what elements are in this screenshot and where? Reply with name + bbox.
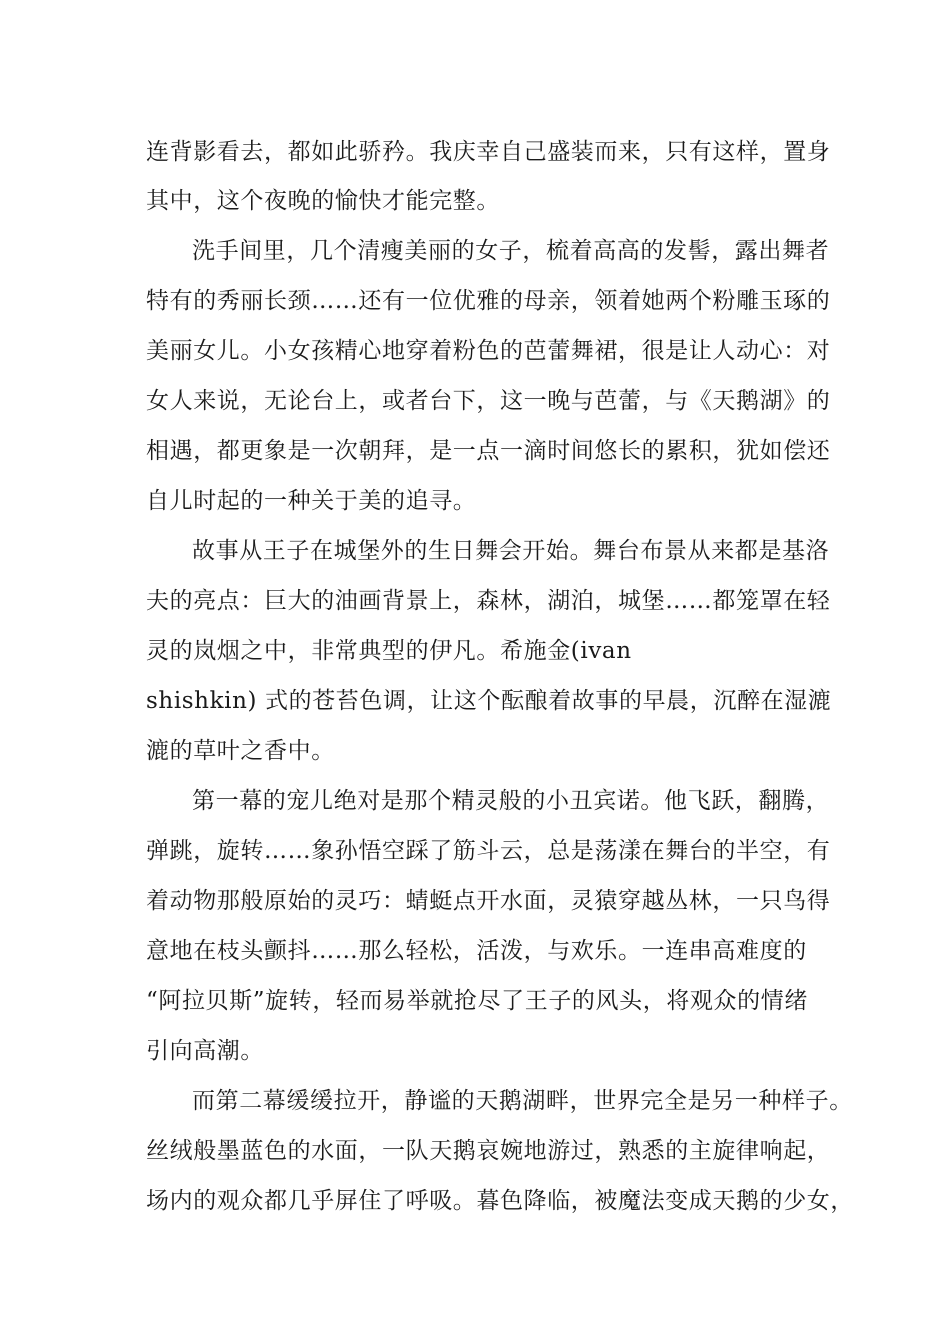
text-line: 灵的岚烟之中，非常典型的伊凡。希施金(ivan <box>146 638 632 664</box>
paragraph-first-line: 洗手间里，几个清瘦美丽的女子，梳着高高的发髻，露出舞者 <box>192 238 830 264</box>
text-line: 其中，这个夜晚的愉快才能完整。 <box>146 188 500 214</box>
text-line: 着动物那般原始的灵巧：蜻蜓点开水面，灵猿穿越丛林，一只鸟得 <box>146 888 831 914</box>
text-line: 夫的亮点：巨大的油画背景上，森林，湖泊，城堡……都笼罩在轻 <box>146 588 831 614</box>
paragraph-first-line: 而第二幕缓缓拉开，静谧的天鹅湖畔，世界完全是另一种样子。 <box>192 1088 853 1114</box>
text-line: 场内的观众都几乎屏住了呼吸。暮色降临，被魔法变成天鹅的少女， <box>146 1188 854 1214</box>
text-line: 引向高潮。 <box>146 1038 264 1064</box>
text-line: 丝绒般墨蓝色的水面，一队天鹅哀婉地游过，熟悉的主旋律响起， <box>146 1138 831 1164</box>
text-line: 连背影看去，都如此骄矜。我庆幸自己盛装而来，只有这样，置身 <box>146 139 831 165</box>
text-line: 漉的草叶之香中。 <box>146 738 335 764</box>
text-line: 特有的秀丽长颈……还有一位优雅的母亲，领着她两个粉雕玉琢的 <box>146 288 831 314</box>
text-line: 相遇，都更象是一次朝拜，是一点一滴时间悠长的累积，犹如偿还 <box>146 438 831 464</box>
text-line: 女人来说，无论台上，或者台下，这一晚与芭蕾，与《天鹅湖》的 <box>146 388 831 414</box>
text-line: 弹跳，旋转……象孙悟空踩了筋斗云，总是荡漾在舞台的半空，有 <box>146 838 831 864</box>
text-line: 自儿时起的一种关于美的追寻。 <box>146 488 477 514</box>
text-line: 美丽女儿。小女孩精心地穿着粉色的芭蕾舞裙，很是让人动心：对 <box>146 338 831 364</box>
text-line: “阿拉贝斯”旋转，轻而易举就抢尽了王子的风头，将观众的情绪 <box>146 988 808 1014</box>
paragraph-first-line: 第一幕的宠儿绝对是那个精灵般的小丑宾诺。他飞跃，翻腾， <box>192 788 830 814</box>
text-line: 意地在枝头颤抖……那么轻松，活泼，与欢乐。一连串高难度的 <box>146 938 807 964</box>
paragraph-first-line: 故事从王子在城堡外的生日舞会开始。舞台布景从来都是基洛 <box>192 538 830 564</box>
text-line: shishkin) 式的苍苔色调，让这个酝酿着故事的早晨，沉醉在湿漉 <box>146 688 832 714</box>
